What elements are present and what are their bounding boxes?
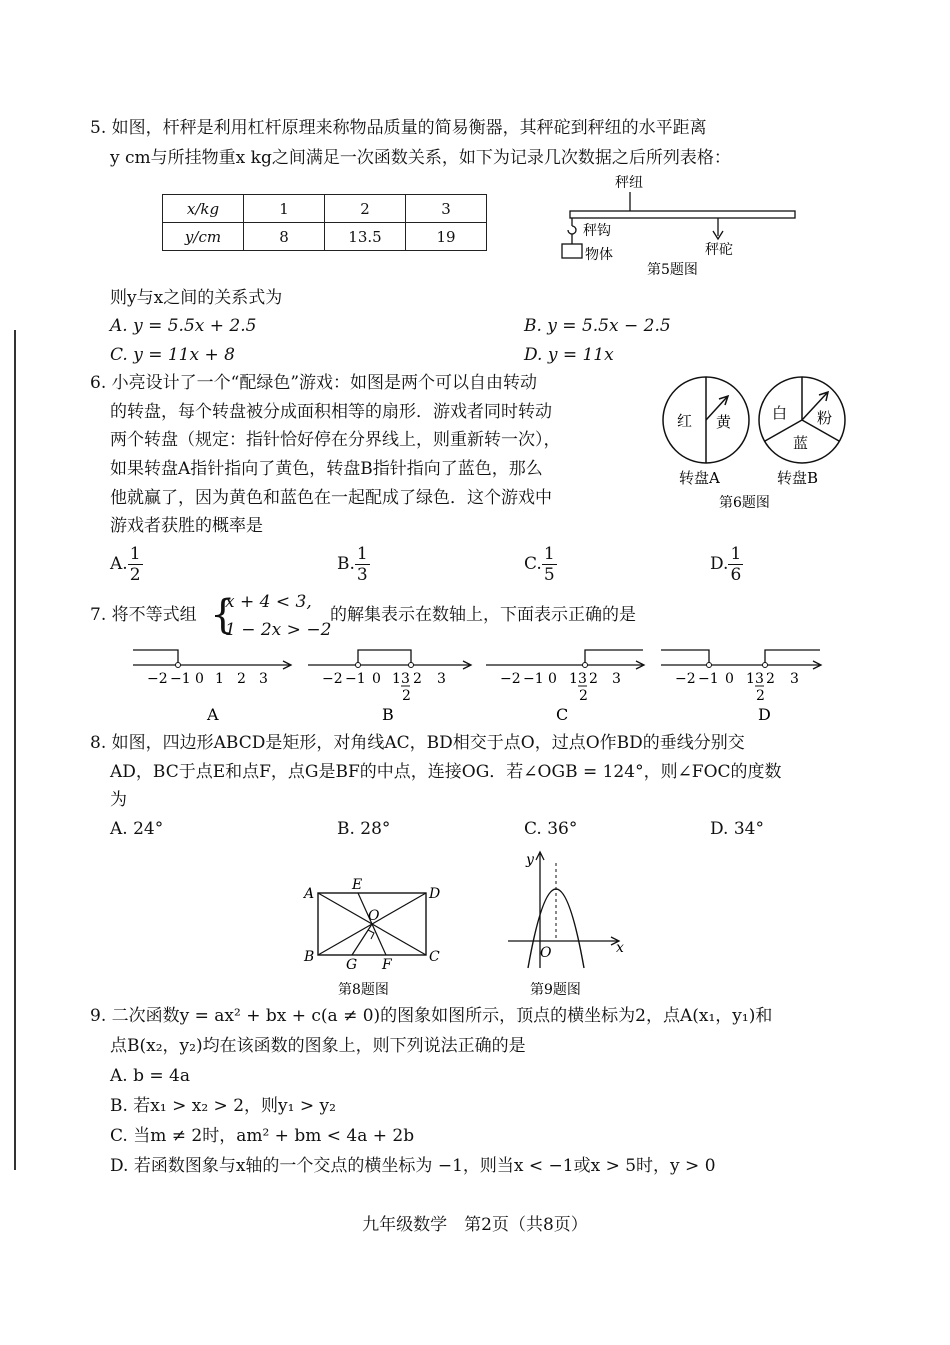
table-cell: 8 [244, 223, 325, 251]
table-cell: y/cm [163, 223, 244, 251]
option-label: C [556, 705, 569, 724]
figure-caption: 第5题图 [647, 262, 698, 278]
spinner-b-pink: 粉 [817, 409, 833, 427]
solution-ray [661, 650, 709, 665]
q9-option-c: C. 当m ≠ 2时，am² + bm < 4a + 2b [110, 1126, 415, 1146]
tick-label: 1 [746, 671, 755, 687]
steelyard-bar [570, 211, 795, 218]
tick-label: 1 [392, 671, 401, 687]
table-cell: 2 [325, 195, 406, 223]
axis-label: y [526, 852, 534, 868]
tick-label: −2 [147, 671, 168, 687]
solution-ray [133, 650, 178, 665]
q9-line2: 点B(x₂，y₂)均在该函数的图象上，则下列说法正确的是 [110, 1036, 526, 1056]
parabola-figure [500, 848, 640, 1002]
table-row [163, 223, 487, 251]
tick-label: 0 [725, 671, 734, 687]
q9-line1: 9. 二次函数y = ax² + bx + c(a ≠ 0)的图象如图所示，顶点的横坐标为2，点A(x₁，y₁)和 [90, 1006, 773, 1026]
open-point [356, 663, 361, 668]
q8-option-d: D. 34° [710, 819, 764, 839]
table-cell: 1 [244, 195, 325, 223]
tick-label: 2 [237, 671, 246, 687]
steelyard-figure [555, 170, 805, 285]
option-letter: A. [110, 554, 128, 574]
q7-prefix: 7. 将不等式组 [90, 605, 197, 625]
point-label: A [304, 886, 315, 902]
q6-option-b [337, 544, 370, 585]
tick-label: −2 [500, 671, 521, 687]
label-spinner-a: 转盘A [679, 469, 720, 487]
tick-label: −1 [345, 671, 366, 687]
q7-suffix: 的解集表示在数轴上，下面表示正确的是 [330, 605, 636, 625]
q6-line4: 如果转盘A指针指向了黄色，转盘B指针指向了蓝色，那么 [110, 459, 543, 479]
label-wuti: 物体 [585, 247, 613, 263]
spinner-a-yellow: 黄 [716, 413, 732, 431]
object-box [562, 244, 582, 258]
q8-option-c: C. 36° [524, 819, 578, 839]
tick-label: 2 [589, 671, 598, 687]
number-line-c [486, 650, 644, 724]
tick-label: 3 [259, 671, 268, 687]
tick-label: 1 [215, 671, 224, 687]
q5-option-c: C. y = 11x + 8 [110, 345, 235, 365]
q7-ineq1: x + 4 < 3, [225, 592, 312, 612]
option-label: D [758, 705, 771, 724]
solution-ray [765, 650, 820, 665]
label-gou: 秤钩 [583, 223, 611, 239]
tick-label: 3 [790, 671, 799, 687]
open-point [707, 663, 712, 668]
tick-label: 2 [413, 671, 422, 687]
tick-label: 0 [195, 671, 204, 687]
q6-option-c [524, 544, 557, 585]
spinner-b-blue: 蓝 [793, 434, 809, 452]
rectangle-figure [298, 872, 458, 1002]
point-label: F [382, 957, 392, 973]
q5-line1: 5. 如图，杆秤是利用杠杆原理来称物品质量的简易衡器，其秤砣到秤纽的水平距离 [90, 118, 707, 138]
fraction-den: 3 [356, 565, 368, 585]
tick-label: 3 [755, 671, 764, 687]
tick-label: 3 [578, 671, 587, 687]
spinner-b-white: 白 [772, 404, 788, 422]
q9-option-a: A. b = 4a [110, 1066, 190, 1086]
open-point [176, 663, 181, 668]
number-line-d [661, 650, 821, 724]
fraction-den: 6 [730, 565, 742, 585]
tick-label: −2 [675, 671, 696, 687]
q8-option-b: B. 28° [337, 819, 391, 839]
tick-label: 2 [402, 688, 411, 704]
q8-option-a: A. 24° [110, 819, 164, 839]
point-label: C [429, 949, 440, 965]
figure-caption: 第9题图 [530, 982, 581, 998]
fraction-den: 5 [543, 565, 555, 585]
tick-label: 2 [756, 688, 765, 704]
label-niu: 秤纽 [615, 175, 643, 191]
q5-option-a: A. y = 5.5x + 2.5 [110, 316, 257, 336]
segment-og [352, 924, 372, 955]
q6-line5: 他就赢了，因为黄色和蓝色在一起配成了绿色．这个游戏中 [110, 488, 552, 508]
q6-line6: 游戏者获胜的概率是 [110, 516, 263, 536]
fraction-den: 2 [129, 565, 141, 585]
solution-ray [585, 650, 643, 665]
q5-option-b: B. y = 5.5x − 2.5 [524, 316, 671, 336]
page-footer: 九年级数学 第2页（共8页） [362, 1215, 588, 1235]
fraction-num: 1 [129, 544, 141, 564]
point-label: D [429, 886, 441, 902]
table-row [163, 195, 487, 223]
tick-label: 2 [766, 671, 775, 687]
tick-label: −1 [170, 671, 191, 687]
q5-data-table [162, 194, 487, 251]
q8-line1: 8. 如图，四边形ABCD是矩形，对角线AC，BD相交于点O，过点O作BD的垂线分别交 [90, 733, 745, 753]
option-letter: C. [524, 554, 542, 574]
fraction-num: 1 [730, 544, 742, 564]
q6-line2: 的转盘，每个转盘被分成面积相等的扇形．游戏者同时转动 [110, 402, 552, 422]
open-point [583, 663, 588, 668]
q5-line2: y cm与所挂物重x kg之间满足一次函数关系，如下为记录几次数据之后所列表格： [110, 148, 731, 168]
table-cell: x/kg [163, 195, 244, 223]
q9-option-b: B. 若x₁ > x₂ > 2，则y₁ > y₂ [110, 1096, 336, 1116]
hook-icon [568, 226, 576, 234]
q6-option-d [710, 544, 743, 585]
label-spinner-b: 转盘B [777, 469, 819, 487]
option-letter: B. [337, 554, 355, 574]
figure-caption: 第8题图 [338, 982, 389, 998]
tick-label: 0 [372, 671, 381, 687]
solution-segment [358, 650, 411, 665]
option-letter: D. [710, 554, 729, 574]
q7-number-lines [125, 640, 825, 730]
tick-label: −2 [322, 671, 343, 687]
tick-label: 3 [437, 671, 446, 687]
brace-icon: { [210, 592, 236, 638]
point-label: G [346, 957, 358, 973]
figure-caption: 第6题图 [719, 495, 770, 511]
right-angle-mark [368, 930, 374, 939]
open-point [409, 663, 414, 668]
q8-line2: AD，BC于点E和点F，点G是BF的中点，连接OG．若∠OGB = 124°，则∠FOC的度数 [110, 762, 782, 782]
option-label: B [382, 705, 394, 724]
tick-label: 0 [548, 671, 557, 687]
tick-label: 3 [612, 671, 621, 687]
q5-option-d: D. y = 11x [524, 345, 614, 365]
origin-label: O [540, 945, 552, 961]
fraction-num: 1 [356, 544, 368, 564]
tick-label: 1 [569, 671, 578, 687]
tick-label: 3 [401, 671, 410, 687]
q6-option-a [110, 544, 143, 585]
q5-stem: 则y与x之间的关系式为 [110, 288, 283, 308]
q9-option-d: D. 若函数图象与x轴的一个交点的横坐标为 −1，则当x < −1或x > 5时，y > 0 [110, 1156, 716, 1176]
point-label: O [368, 908, 380, 924]
table-cell: 3 [406, 195, 487, 223]
tick-label: −1 [698, 671, 719, 687]
q7-ineq2: 1 − 2x > −2 [225, 620, 332, 640]
q6-line1: 6. 小亮设计了一个“配绿色”游戏：如图是两个可以自由转动 [90, 373, 538, 393]
table-cell: 13.5 [325, 223, 406, 251]
spinners-figure [655, 368, 855, 513]
option-label: A [207, 705, 219, 724]
tick-label: 2 [579, 688, 588, 704]
open-point [763, 663, 768, 668]
spinner-a-red: 红 [677, 412, 693, 430]
fraction-num: 1 [543, 544, 555, 564]
tick-label: −1 [523, 671, 544, 687]
point-label: E [352, 877, 363, 893]
number-line-b [308, 650, 471, 724]
q6-line3: 两个转盘（规定：指针恰好停在分界线上，则重新转一次）， [110, 430, 561, 450]
binding-margin-line [14, 330, 16, 1170]
q8-line3: 为 [110, 790, 127, 810]
label-tuo: 秤砣 [705, 242, 733, 258]
table-cell: 19 [406, 223, 487, 251]
point-label: B [304, 949, 315, 965]
axis-label: x [616, 940, 624, 956]
number-line-a [133, 650, 291, 724]
